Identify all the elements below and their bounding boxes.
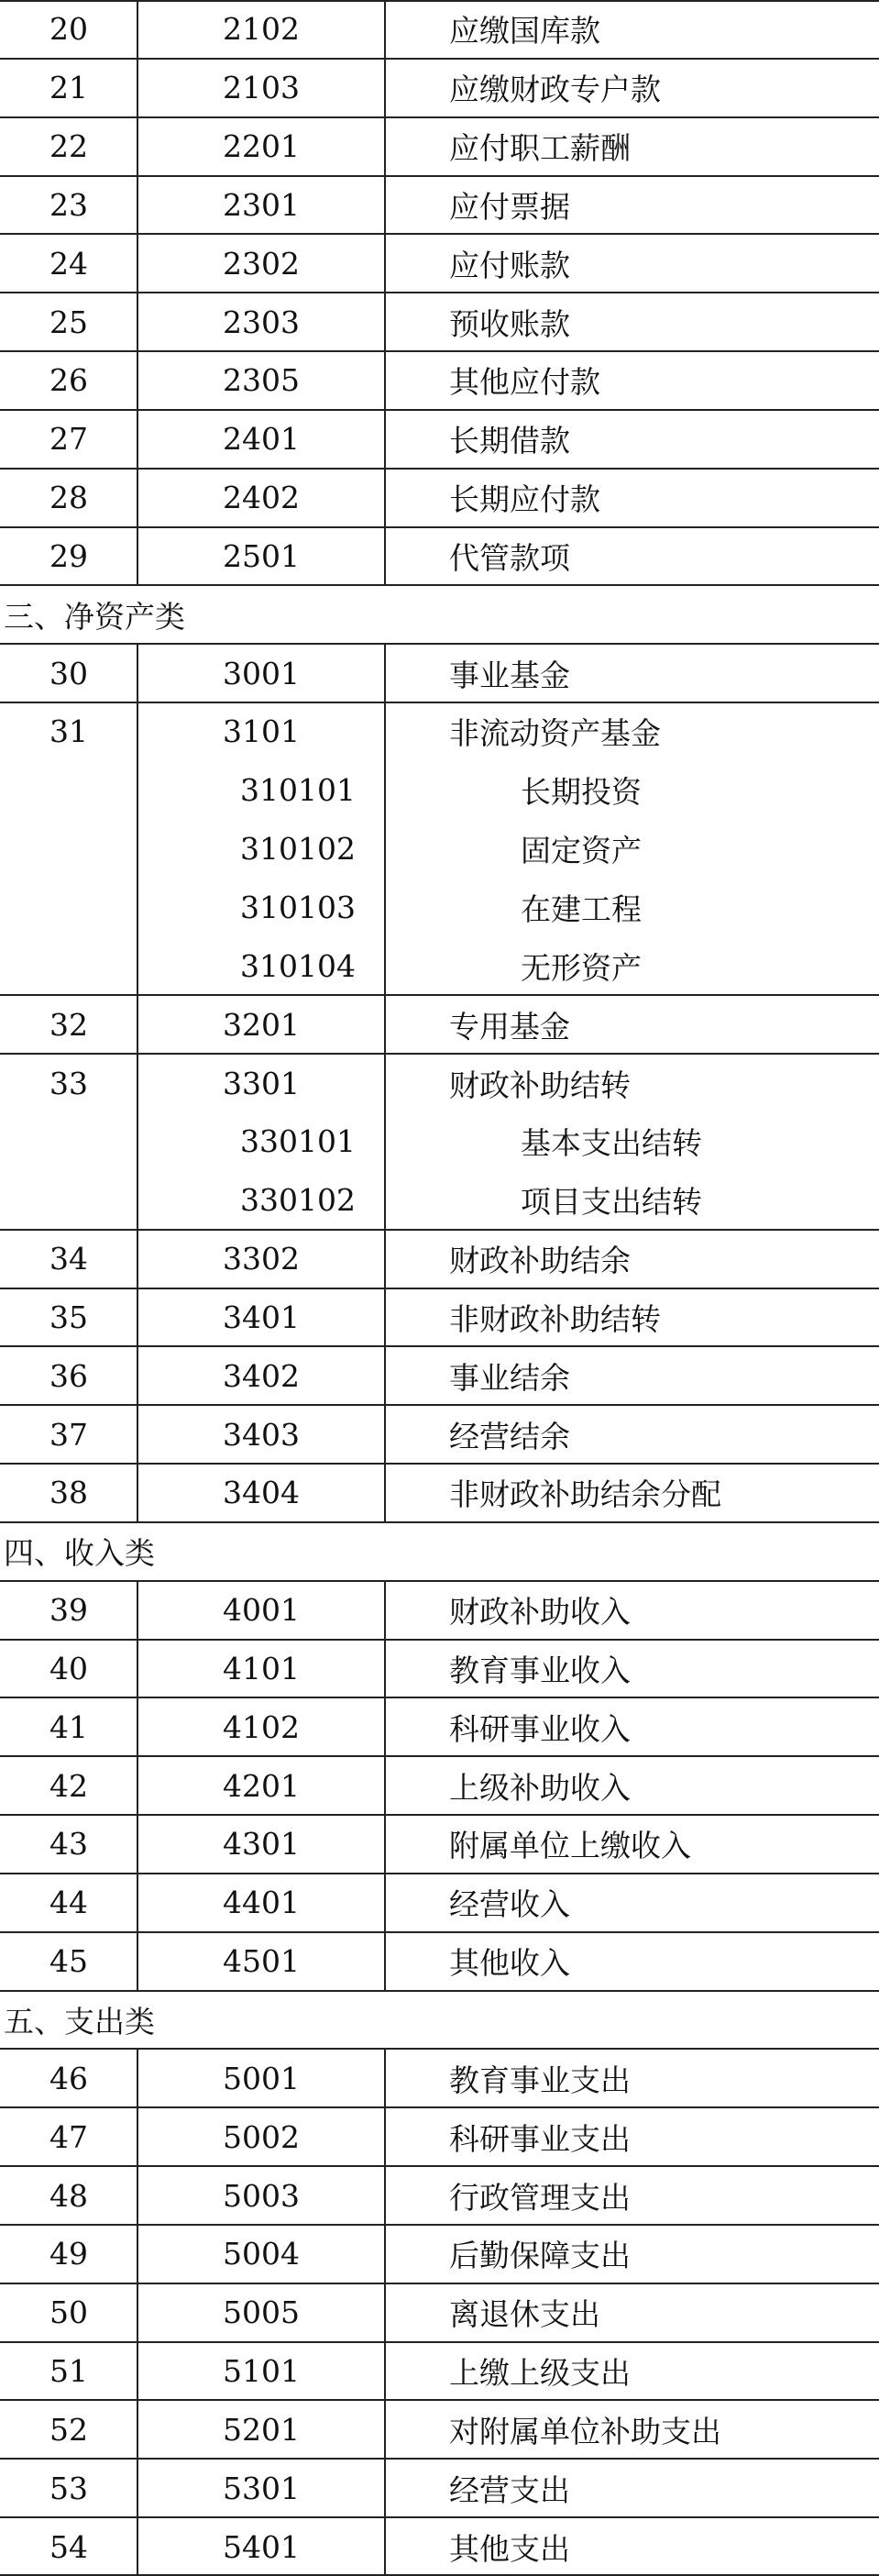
account-name: 预收账款 xyxy=(449,305,570,342)
column-divider xyxy=(384,293,386,351)
table-row xyxy=(0,2049,879,2107)
row-divider xyxy=(0,2516,879,2518)
row-number: 23 xyxy=(49,186,88,223)
column-divider xyxy=(137,644,138,702)
account-name: 应缴财政专户款 xyxy=(449,72,661,108)
column-divider xyxy=(137,1464,138,1522)
account-name: 经营结余 xyxy=(449,1418,570,1454)
account-name: 其他收入 xyxy=(449,1945,570,1982)
row-divider xyxy=(0,175,879,177)
column-divider xyxy=(384,1815,386,1874)
account-name: 科研事业收入 xyxy=(449,1710,631,1747)
account-name: 长期应付款 xyxy=(449,481,600,518)
account-name: 经营收入 xyxy=(449,1886,570,1923)
account-code: 4102 xyxy=(223,1708,300,1745)
table-row xyxy=(0,117,879,176)
column-divider xyxy=(137,995,138,1054)
row-divider xyxy=(0,1288,879,1289)
row-number: 48 xyxy=(49,2177,88,2214)
column-divider xyxy=(137,2166,138,2225)
column-divider xyxy=(384,1346,386,1405)
row-divider xyxy=(0,526,879,528)
sub-account-row xyxy=(0,1171,879,1230)
account-code: 2402 xyxy=(223,480,300,516)
column-divider xyxy=(137,1346,138,1405)
account-code: 4501 xyxy=(223,1943,300,1980)
row-divider xyxy=(0,702,879,703)
column-divider xyxy=(384,2517,386,2576)
account-code: 4201 xyxy=(223,1767,300,1804)
row-number: 52 xyxy=(49,2411,88,2448)
row-divider xyxy=(0,1521,879,1523)
row-number: 39 xyxy=(49,1592,88,1629)
column-divider xyxy=(137,1697,138,1756)
account-name: 非财政补助结转 xyxy=(449,1300,661,1337)
row-number: 51 xyxy=(49,2353,88,2390)
section-heading: 五、支出类 xyxy=(4,2003,155,2040)
column-divider xyxy=(384,351,386,410)
sub-account-code: 330102 xyxy=(240,1182,356,1219)
table-row xyxy=(0,1464,879,1522)
sub-account-row xyxy=(0,936,879,995)
row-divider xyxy=(0,2458,879,2460)
column-divider xyxy=(384,1581,386,1640)
row-divider xyxy=(0,58,879,60)
table-row xyxy=(0,1581,879,1640)
account-code: 5002 xyxy=(223,2118,300,2155)
sub-account-row xyxy=(0,820,879,879)
column-divider xyxy=(137,527,138,586)
column-divider xyxy=(137,117,138,176)
row-divider xyxy=(0,994,879,996)
account-name: 应付票据 xyxy=(449,188,570,225)
account-code: 2102 xyxy=(223,11,300,48)
account-code: 3201 xyxy=(223,1006,300,1043)
column-divider xyxy=(384,0,386,59)
row-number: 20 xyxy=(49,11,88,48)
table-row xyxy=(0,1346,879,1405)
row-number: 22 xyxy=(49,128,88,165)
row-divider xyxy=(0,1053,879,1055)
row-divider xyxy=(0,643,879,645)
account-code: 2303 xyxy=(223,304,300,340)
sub-account-row xyxy=(0,761,879,820)
column-divider xyxy=(137,2049,138,2107)
account-name: 非流动资产基金 xyxy=(449,715,661,752)
column-divider xyxy=(137,234,138,293)
table-row xyxy=(0,1230,879,1288)
column-divider xyxy=(137,469,138,527)
account-code: 3301 xyxy=(223,1065,300,1101)
row-divider xyxy=(0,1873,879,1874)
account-name: 对附属单位补助支出 xyxy=(449,2413,721,2449)
column-divider xyxy=(137,2283,138,2342)
row-number: 45 xyxy=(49,1943,88,1980)
account-code: 3101 xyxy=(223,713,300,750)
table-row xyxy=(0,2517,879,2576)
row-number: 53 xyxy=(49,2470,88,2506)
account-code: 3404 xyxy=(223,1475,300,1511)
account-code: 2302 xyxy=(223,245,300,282)
account-name: 后勤保障支出 xyxy=(449,2238,631,2274)
table-row xyxy=(0,1756,879,1815)
sub-account-name: 长期投资 xyxy=(521,774,642,811)
row-divider xyxy=(0,468,879,470)
row-divider xyxy=(0,584,879,586)
column-divider xyxy=(384,1756,386,1815)
row-number: 42 xyxy=(49,1767,88,1804)
column-divider xyxy=(137,702,138,995)
table-row xyxy=(0,2283,879,2342)
column-divider xyxy=(384,1464,386,1522)
account-code: 2501 xyxy=(223,537,300,574)
column-divider xyxy=(137,1874,138,1932)
table-row xyxy=(0,351,879,410)
account-code: 2301 xyxy=(223,186,300,223)
sub-account-code: 310102 xyxy=(240,831,356,868)
account-name: 上级补助收入 xyxy=(449,1769,631,1806)
sub-account-row xyxy=(0,879,879,937)
row-number: 28 xyxy=(49,480,88,516)
table-row xyxy=(0,0,879,59)
account-name: 专用基金 xyxy=(449,1008,570,1045)
column-divider xyxy=(137,2342,138,2401)
column-divider xyxy=(384,234,386,293)
account-code: 4001 xyxy=(223,1592,300,1629)
column-divider xyxy=(384,117,386,176)
sub-account-code: 310103 xyxy=(240,890,356,926)
column-divider xyxy=(137,1815,138,1874)
sub-account-name: 项目支出结转 xyxy=(521,1184,702,1221)
row-number: 31 xyxy=(49,713,88,750)
table-row xyxy=(0,2459,879,2517)
account-code: 2401 xyxy=(223,421,300,458)
row-number: 26 xyxy=(49,362,88,399)
column-divider xyxy=(384,1697,386,1756)
account-code: 5005 xyxy=(223,2294,300,2331)
row-number: 49 xyxy=(49,2236,88,2272)
row-divider xyxy=(0,1639,879,1641)
account-name: 离退休支出 xyxy=(449,2296,600,2333)
sub-account-name: 在建工程 xyxy=(521,891,642,928)
row-divider xyxy=(0,1580,879,1582)
row-number: 37 xyxy=(49,1416,88,1453)
row-number: 50 xyxy=(49,2294,88,2331)
column-divider xyxy=(137,2400,138,2459)
account-code: 4401 xyxy=(223,1885,300,1921)
account-code: 2305 xyxy=(223,362,300,399)
sub-account-row xyxy=(0,1112,879,1171)
column-divider xyxy=(384,995,386,1054)
account-code: 5201 xyxy=(223,2411,300,2448)
table-row xyxy=(0,2342,879,2401)
table-row xyxy=(0,176,879,235)
account-name: 事业基金 xyxy=(449,657,570,693)
column-divider xyxy=(137,2517,138,2576)
account-name: 经营支出 xyxy=(449,2471,570,2508)
column-divider xyxy=(137,2107,138,2166)
row-divider xyxy=(0,0,879,2)
column-divider xyxy=(384,2225,386,2283)
row-number: 30 xyxy=(49,655,88,691)
column-divider xyxy=(137,176,138,235)
row-number: 43 xyxy=(49,1826,88,1863)
row-divider xyxy=(0,1814,879,1816)
row-divider xyxy=(0,2341,879,2343)
sub-account-name: 无形资产 xyxy=(521,949,642,986)
row-number: 33 xyxy=(49,1065,88,1101)
column-divider xyxy=(137,2459,138,2517)
account-code: 5001 xyxy=(223,2060,300,2096)
account-name: 财政补助收入 xyxy=(449,1594,631,1631)
row-divider xyxy=(0,2399,879,2401)
column-divider xyxy=(384,2107,386,2166)
column-divider xyxy=(384,2342,386,2401)
column-divider xyxy=(137,1932,138,1991)
sub-account-name: 基本支出结转 xyxy=(521,1125,702,1162)
column-divider xyxy=(384,1288,386,1347)
column-divider xyxy=(384,410,386,469)
row-number: 54 xyxy=(49,2528,88,2565)
column-divider xyxy=(384,644,386,702)
account-name: 应付账款 xyxy=(449,247,570,283)
account-code: 3401 xyxy=(223,1299,300,1335)
account-code: 5301 xyxy=(223,2470,300,2506)
row-divider xyxy=(0,116,879,118)
account-code: 2201 xyxy=(223,128,300,165)
account-name: 其他应付款 xyxy=(449,364,600,401)
row-divider xyxy=(0,2106,879,2108)
table-row xyxy=(0,234,879,293)
column-divider xyxy=(384,702,386,995)
table-row xyxy=(0,410,879,469)
column-divider xyxy=(137,1756,138,1815)
column-divider xyxy=(137,1230,138,1288)
column-divider xyxy=(137,293,138,351)
row-divider xyxy=(0,1404,879,1406)
table-row xyxy=(0,2400,879,2459)
column-divider xyxy=(137,59,138,117)
column-divider xyxy=(384,1230,386,1288)
account-name: 附属单位上缴收入 xyxy=(449,1828,691,1864)
table-row xyxy=(0,1054,879,1112)
row-divider xyxy=(0,1755,879,1757)
table-row xyxy=(0,1874,879,1932)
table-row xyxy=(0,995,879,1054)
row-number: 34 xyxy=(49,1241,88,1277)
table-row xyxy=(0,469,879,527)
row-divider xyxy=(0,409,879,411)
table-row xyxy=(0,1405,879,1464)
column-divider xyxy=(384,1054,386,1230)
column-divider xyxy=(137,351,138,410)
column-divider xyxy=(384,2459,386,2517)
table-row xyxy=(0,1697,879,1756)
row-number: 44 xyxy=(49,1885,88,1921)
column-divider xyxy=(384,59,386,117)
sub-account-code: 310101 xyxy=(240,772,356,809)
column-divider xyxy=(384,1874,386,1932)
account-code: 5101 xyxy=(223,2353,300,2390)
section-heading: 四、收入类 xyxy=(4,1535,155,1572)
row-divider xyxy=(0,1990,879,1992)
row-number: 32 xyxy=(49,1006,88,1043)
table-row xyxy=(0,702,879,761)
table-row xyxy=(0,1288,879,1347)
row-number: 27 xyxy=(49,421,88,458)
account-code: 5004 xyxy=(223,2236,300,2272)
account-code: 5401 xyxy=(223,2528,300,2565)
column-divider xyxy=(137,1581,138,1640)
account-name: 财政补助结转 xyxy=(449,1067,631,1103)
account-name: 其他支出 xyxy=(449,2530,570,2567)
column-divider xyxy=(137,1054,138,1230)
account-name: 教育事业支出 xyxy=(449,2062,631,2098)
sub-account-name: 固定资产 xyxy=(521,833,642,869)
table-row xyxy=(0,2166,879,2225)
account-name: 行政管理支出 xyxy=(449,2179,631,2216)
table-row xyxy=(0,1640,879,1698)
row-divider xyxy=(0,2165,879,2167)
account-code: 3001 xyxy=(223,655,300,691)
row-divider xyxy=(0,2283,879,2284)
table-row xyxy=(0,59,879,117)
row-number: 41 xyxy=(49,1708,88,1745)
section-heading: 三、净资产类 xyxy=(4,598,185,635)
column-divider xyxy=(384,1932,386,1991)
section-heading-row xyxy=(0,1991,879,2050)
row-divider xyxy=(0,1345,879,1347)
row-divider xyxy=(0,1463,879,1465)
column-divider xyxy=(384,469,386,527)
row-divider xyxy=(0,233,879,235)
account-name: 教育事业收入 xyxy=(449,1652,631,1688)
column-divider xyxy=(137,1288,138,1347)
column-divider xyxy=(384,1640,386,1698)
account-name: 应缴国库款 xyxy=(449,13,600,50)
row-number: 46 xyxy=(49,2060,88,2096)
column-divider xyxy=(384,2283,386,2342)
section-heading-row xyxy=(0,1522,879,1581)
column-divider xyxy=(137,2225,138,2283)
account-code: 4101 xyxy=(223,1650,300,1686)
column-divider xyxy=(137,410,138,469)
account-code: 2103 xyxy=(223,70,300,106)
row-number: 36 xyxy=(49,1357,88,1394)
account-code: 3302 xyxy=(223,1241,300,1277)
row-divider xyxy=(0,2224,879,2226)
row-number: 29 xyxy=(49,537,88,574)
row-number: 25 xyxy=(49,304,88,340)
table-row xyxy=(0,2225,879,2283)
account-name: 非财政补助结余分配 xyxy=(449,1476,721,1513)
account-name: 长期借款 xyxy=(449,423,570,459)
column-divider xyxy=(384,176,386,235)
column-divider xyxy=(137,1405,138,1464)
row-divider xyxy=(0,350,879,352)
account-name: 代管款项 xyxy=(449,539,570,576)
row-number: 35 xyxy=(49,1299,88,1335)
table-row xyxy=(0,1932,879,1991)
column-divider xyxy=(384,527,386,586)
column-divider xyxy=(384,1405,386,1464)
table-row xyxy=(0,2107,879,2166)
row-number: 47 xyxy=(49,2118,88,2155)
sub-account-code: 330101 xyxy=(240,1123,356,1160)
row-divider xyxy=(0,1697,879,1698)
account-name: 应付职工薪酬 xyxy=(449,130,631,167)
row-number: 24 xyxy=(49,245,88,282)
account-code: 3403 xyxy=(223,1416,300,1453)
column-divider xyxy=(384,2400,386,2459)
table-row xyxy=(0,293,879,351)
account-name: 上缴上级支出 xyxy=(449,2355,631,2392)
row-number: 40 xyxy=(49,1650,88,1686)
column-divider xyxy=(384,2049,386,2107)
row-divider xyxy=(0,1931,879,1933)
column-divider xyxy=(137,1640,138,1698)
table-row xyxy=(0,1815,879,1874)
table-row xyxy=(0,527,879,586)
account-name: 财政补助结余 xyxy=(449,1243,631,1279)
row-number: 21 xyxy=(49,70,88,106)
table-row xyxy=(0,644,879,702)
account-name: 事业结余 xyxy=(449,1359,570,1396)
column-divider xyxy=(384,2166,386,2225)
row-divider xyxy=(0,2048,879,2050)
account-name: 科研事业支出 xyxy=(449,2120,631,2157)
account-code: 3402 xyxy=(223,1357,300,1394)
account-code: 4301 xyxy=(223,1826,300,1863)
account-code: 5003 xyxy=(223,2177,300,2214)
section-heading-row xyxy=(0,585,879,644)
sub-account-code: 310104 xyxy=(240,947,356,984)
row-divider xyxy=(0,1229,879,1231)
row-divider xyxy=(0,292,879,293)
row-number: 38 xyxy=(49,1475,88,1511)
column-divider xyxy=(137,0,138,59)
